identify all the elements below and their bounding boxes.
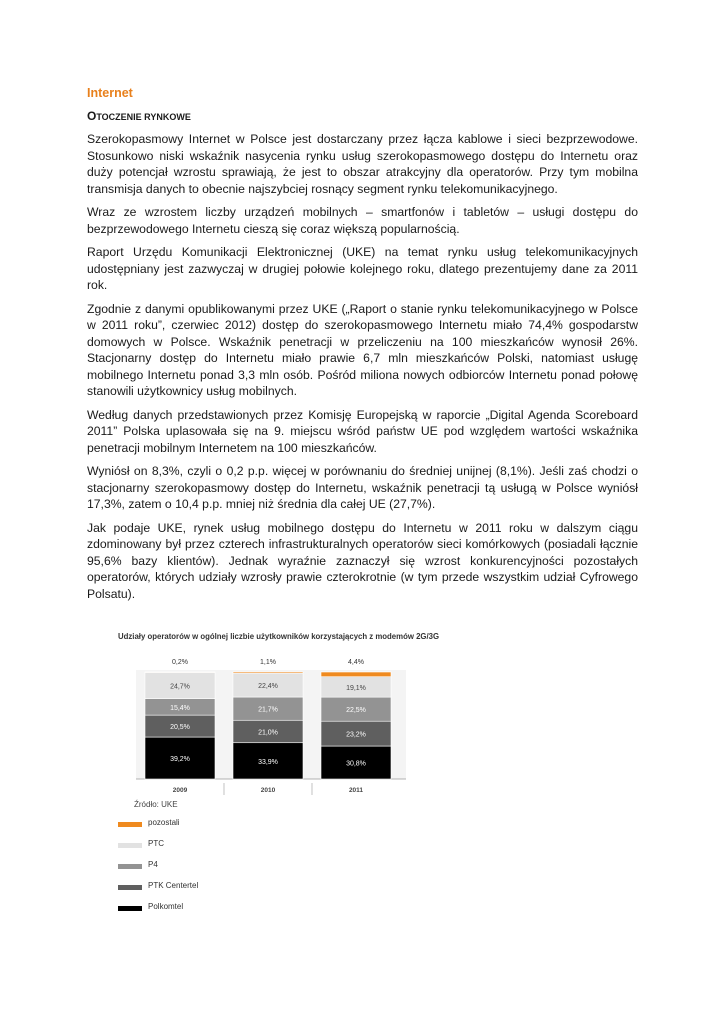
data-label-p4-2011: 22,5% xyxy=(346,707,366,715)
paragraph-2: Wraz ze wzrostem liczby urządzeń mobilnych – smartfonów i tabletów – usługi dostępu do bezprzewodowego Internetu cieszą się coraz większą popularnością. xyxy=(87,205,638,236)
legend-swatch xyxy=(118,822,142,827)
legend-item-p4 xyxy=(118,860,378,874)
data-label-ptk-centertel-2009: 20,5% xyxy=(170,724,190,732)
legend-swatch xyxy=(118,864,142,869)
legend-label: PTK Centertel xyxy=(148,881,199,890)
legend-swatch xyxy=(118,885,142,890)
x-tick-label-2010: 2010 xyxy=(260,787,276,794)
legend-item-polkomtel xyxy=(118,902,378,916)
x-tick-label-2011: 2011 xyxy=(348,787,364,794)
legend-label: Polkomtel xyxy=(148,902,184,911)
data-label-p4-2010: 21,7% xyxy=(258,706,278,714)
bar-segment-pozostali-2009 xyxy=(145,672,215,673)
data-label-ptk-centertel-2010: 21,0% xyxy=(258,729,278,737)
data-label-pozostali-2009: 0,2% xyxy=(172,659,188,666)
x-tick-label-2009: 2009 xyxy=(172,787,188,794)
subheading-rest: TOCZENIE RYNKOWE xyxy=(96,112,191,122)
paragraph-5: Według danych przedstawionych przez Komisję Europejską w raporcie „Digital Agenda Scoreboard 2011” Polska uplasowała się na 9. miejscu wśród państw UE pod względem wartości wskaźnika penetracji mobilnym Internetem na 100 mieszkańców. xyxy=(87,407,638,455)
legend-item-ptc xyxy=(118,839,378,853)
section-heading: Internet xyxy=(87,86,133,100)
paragraph-3: Raport Urzędu Komunikacji Elektronicznej (UKE) na temat rynku usług telekomunikacyjnych udostępniany jest zazwyczaj w drugiej połowie kolejnego roku, dlatego prezentujemy dane za 2011 rok. xyxy=(87,245,638,292)
legend-swatch xyxy=(118,843,142,848)
paragraph-7: Jak podaje UKE, rynek usług mobilnego dostępu do Internetu w 2011 roku w dalszym ciągu zdominowany był przez czterech infrastrukturalnych operatorów sieci komórkowych (posiadali łącznie 95,6% bazy klientów). Jednak wyraźnie zaznaczył się wzrost konkurencyjności pozostałych operatorów, których udziały wzrosły prawie czterokrotnie (w tym przede wszystkim udział Cyfrowego Polsatu). xyxy=(87,520,638,601)
data-label-polkomtel-2011: 30,8% xyxy=(346,760,366,768)
document-page xyxy=(87,86,638,609)
paragraph-4: Zgodnie z danymi opublikowanymi przez UKE („Raport o stanie rynku telekomunikacyjnego w Polsce w 2011 roku”, czerwiec 2012) dostęp do szerokopasmowego Internetu miało 74,4% gospodarstw domowych w Polsce. Wskaźnik penetracji w przeliczeniu na 100 mieszkańców wynosił 26%. Stacjonarny dostęp do Internetu miało prawie 6,7 mln mieszkańców Polski, natomiast usługę mobilnego Internetu ponad 3,3 mln osób. Pośród miliona nowych odbiorców Internetu ponad połowę stanowili użytkownicy usług mobilnych. xyxy=(87,301,638,398)
subheading-initial: O xyxy=(87,109,97,123)
legend-label: P4 xyxy=(148,860,158,869)
bar-segment-pozostali-2011 xyxy=(321,672,391,677)
section-subheading xyxy=(87,109,638,123)
data-label-ptk-centertel-2011: 23,2% xyxy=(346,731,366,739)
data-label-pozostali-2010: 1,1% xyxy=(260,658,276,666)
paragraph-1: Szerokopasmowy Internet w Polsce jest dostarczany przez łącza kablowe i sieci bezprzewodowe. Stosunkowo niski wskaźnik nasycenia rynku usług szerokopasmowego dostępu do Internetu oraz duży potencjał wzrostu sprawiają, że jest to obszar atrakcyjny dla operatorów. Przy tym mobilna transmisja danych to obecnie najszybciej rosnący segment rynku telekomunikacyjnego. xyxy=(87,132,638,196)
legend-label: pozostali xyxy=(148,818,180,827)
legend-label: PTC xyxy=(148,839,164,848)
bar-segment-pozostali-2010 xyxy=(233,672,303,673)
legend-item-pozostali xyxy=(118,818,378,832)
market-share-chart xyxy=(118,632,440,932)
chart-source: Źródło: UKE xyxy=(134,800,178,809)
chart-plot xyxy=(118,632,418,802)
data-label-polkomtel-2009: 39,2% xyxy=(170,756,190,764)
legend-item-ptk-centertel xyxy=(118,881,378,895)
data-label-ptc-2009: 24,7% xyxy=(170,683,190,691)
data-label-p4-2009: 15,4% xyxy=(170,704,190,712)
legend-swatch xyxy=(118,906,142,911)
data-label-polkomtel-2010: 33,9% xyxy=(258,758,278,766)
data-label-ptc-2010: 22,4% xyxy=(258,683,278,691)
data-label-ptc-2011: 19,1% xyxy=(346,684,366,692)
data-label-pozostali-2011: 4,4% xyxy=(348,659,364,666)
chart-title: Udziały operatorów w ogólnej liczbie użytkowników korzystających z modemów 2G/3G xyxy=(118,632,440,641)
paragraph-6: Wyniósł on 8,3%, czyli o 0,2 p.p. więcej w porównaniu do średniej unijnej (8,1%). Jeśli zaś chodzi o stacjonarny szerokopasmowy dostęp do Internetu, wskaźnik penetracji tą usługą w Polsce wyniósł 17,3%, zatem o 10,4 p.p. mniej niż średnia dla całej UE (27,7%). xyxy=(87,464,638,511)
